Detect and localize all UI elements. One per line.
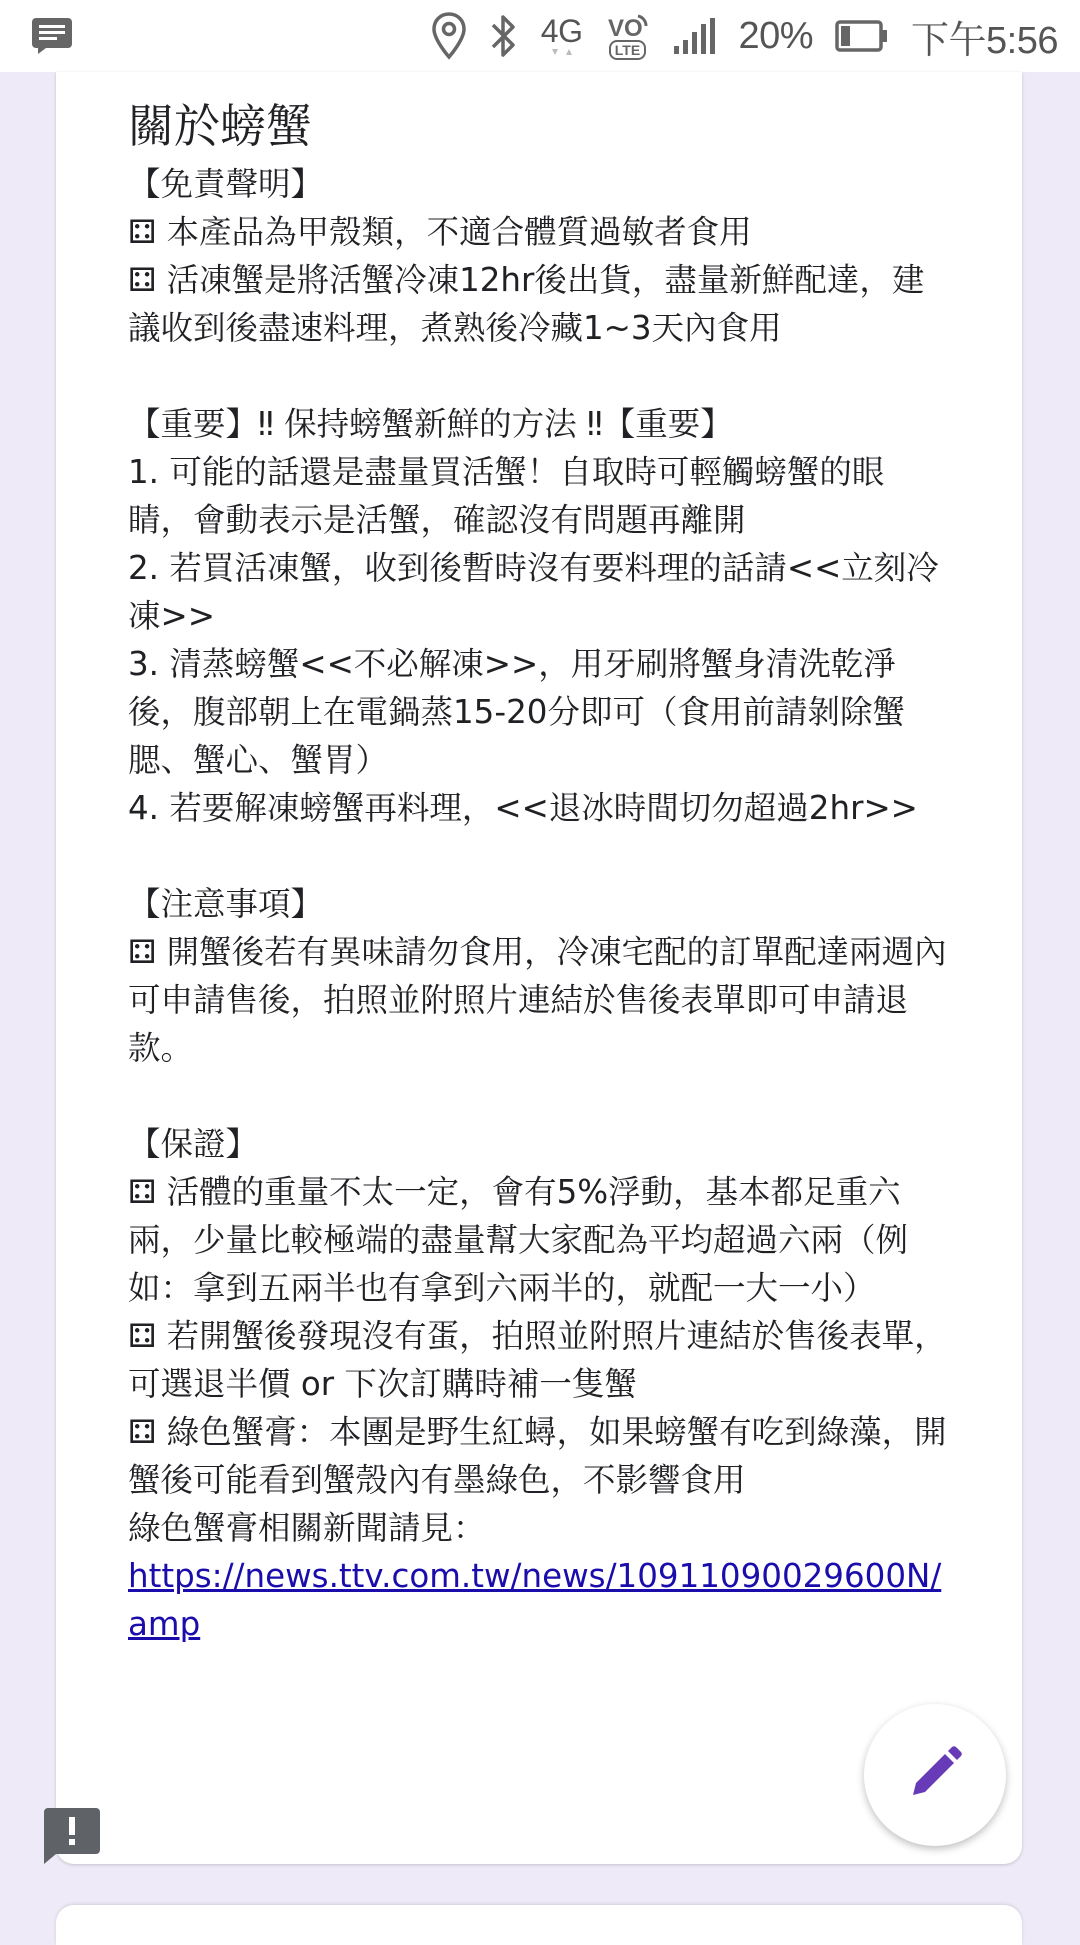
network-type-label: 4G (540, 13, 583, 49)
next-section-card (56, 1905, 1022, 1945)
edit-button[interactable] (864, 1704, 1006, 1846)
bluetooth-icon (489, 13, 519, 59)
signal-icon (672, 16, 716, 56)
news-link[interactable]: https://news.ttv.com.tw/news/10911090029600N/amp (128, 1557, 942, 1643)
volte-label: LTE (609, 40, 646, 60)
volte-icon (604, 12, 650, 60)
section-title: 關於螃蟹 (128, 99, 312, 153)
battery-icon (835, 19, 889, 53)
4g-icon (541, 15, 583, 57)
location-icon (431, 11, 467, 61)
section-content (128, 96, 948, 1648)
clock: 下午5:56 (911, 19, 1058, 62)
battery-percent: 20% (738, 14, 814, 57)
notification-icon (30, 16, 74, 54)
section-description: 【免責聲明】 ⚃ 本產品為甲殼類，不適合體質過敏者食用 ⚃ 活凍蟹是將活蟹冷凍12hr後出貨，盡量新鮮配達，建議收到後盡速料理，煮熟後冷藏1~3天內食用 【重要】‼ 保持螃蟹新鮮的方法 ‼【重要】 1. 可能的話還是盡量買活蟹！自取時可輕觸螃蟹的眼睛，會動表示是活蟹，確認沒有問題再離開 2. 若買活凍蟹，收到後暫時沒有要料理的話請<<立刻冷凍>> 3. 清蒸螃蟹<<不必解凍>>，用牙刷將蟹身清洗乾淨後，腹部朝上在電鍋蒸15-20分即可（食用前請剝除蟹腮、蟹心、蟹胃） 4. 若要解凍螃蟹再料理，<<退冰時間切勿超過2hr>> 【注意事項】 ⚃ 開蟹後若有異味請勿食用，冷凍宅配的訂單配達兩週內可申請售後，拍照並附照片連結於售後表單即可申請退款。 【保證】 ⚃ 活體的重量不太一定，會有5%浮動，基本都足重六兩，少量比較極端的盡量幫大家配為平均超過六兩（例如：拿到五兩半也有拿到六兩半的，就配一大一小） ⚃ 若開蟹後發現沒有蛋，拍照並附照片連結於售後表單，可選退半價 or 下次訂購時補一隻蟹 ⚃ 綠色蟹膏：本團是野生紅蟳，如果螃蟹有吃到綠藻，開蟹後可能看到蟹殼內有墨綠色，不影響食用 綠色蟹膏相關新聞請見： (128, 165, 947, 1547)
svg-text:VO: VO (608, 15, 644, 40)
edit-pencil-icon (905, 1743, 965, 1807)
status-bar (0, 0, 1080, 72)
report-problem-icon[interactable] (42, 1806, 102, 1864)
